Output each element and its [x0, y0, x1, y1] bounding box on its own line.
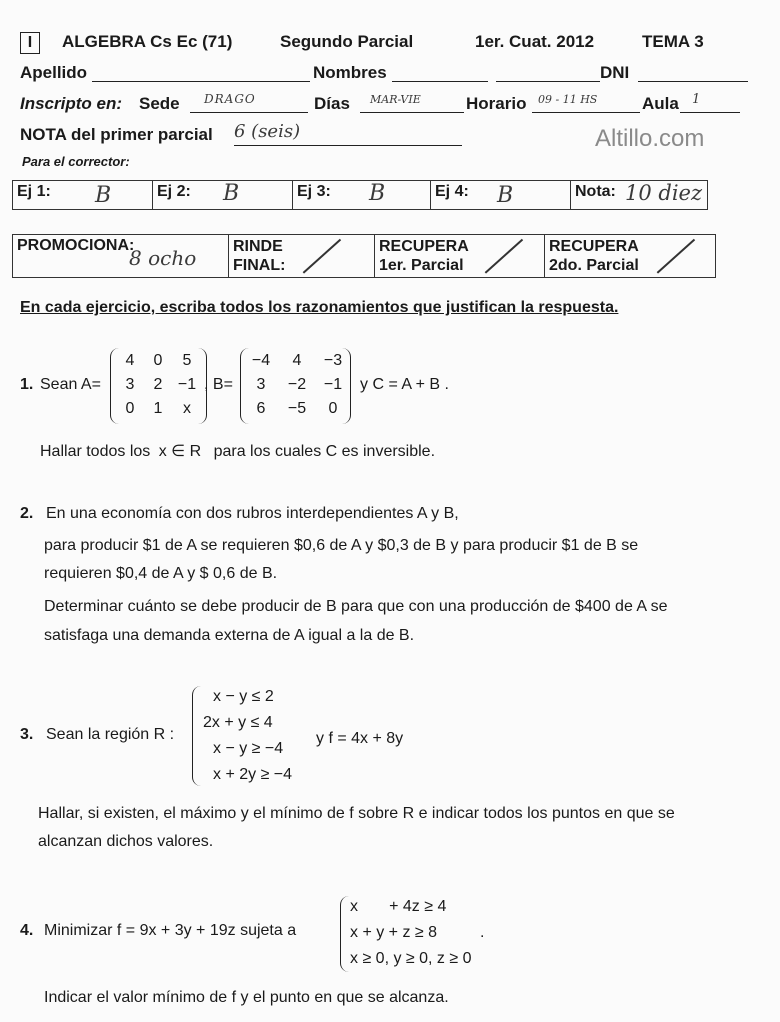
grade-cell-ej3 [293, 181, 431, 209]
dni-label: DNI [600, 63, 630, 82]
promociona-label: PROMOCIONA: [17, 237, 135, 254]
ex4-tail: . [480, 924, 485, 941]
matrix-a-entry: 3 [125, 376, 135, 393]
matrix-a-entry: 5 [182, 352, 192, 369]
exam-name: Segundo Parcial [280, 32, 414, 51]
ej2-label: Ej 2: [157, 183, 191, 200]
ex1-question-set: x ∈ R [158, 443, 202, 460]
nota-label: Nota: [575, 183, 616, 200]
sede-value: DRAGO [204, 92, 256, 106]
horario-label: Horario [466, 94, 527, 113]
ex1-b-label: , B= [204, 376, 233, 393]
promociona-cell [13, 235, 229, 277]
term: 1er. Cuat. 2012 [475, 32, 595, 51]
ex3-func: y f = 4x + 8y [316, 730, 404, 747]
ex3-constraint-2: 2x + y ≤ 4 [203, 714, 273, 731]
ex4-intro: Minimizar f = 9x + 3y + 19z sujeta a [44, 922, 297, 939]
dias-value: MAR-VIE [370, 93, 421, 106]
aula-label: Aula [642, 94, 679, 113]
matrix-a-entry: 0 [125, 400, 135, 417]
ex4-brace [340, 896, 349, 972]
ex2-line5: satisfaga una demanda externa de A igual a la de B. [44, 627, 415, 644]
ex1-number: 1. [20, 376, 34, 393]
grades-table [12, 180, 708, 210]
ex3-constraint-1: x − y ≤ 2 [213, 688, 274, 705]
ej1-value: B [95, 183, 112, 208]
ex1-question [40, 441, 435, 461]
ex3-constraint-3: x − y ≥ −4 [213, 740, 284, 757]
ex2-line4: Determinar cuánto se debe producir de B para que con una producción de $400 de A se [44, 598, 668, 615]
aula-field[interactable] [680, 94, 740, 113]
ex2-number: 2. [20, 505, 34, 522]
matrix-b-entry: 4 [292, 352, 302, 369]
ex3-number: 3. [20, 726, 34, 743]
nombres-field[interactable] [392, 63, 488, 82]
ex1-tail: y C = A + B . [360, 376, 449, 393]
nombres-field-2[interactable] [496, 63, 600, 82]
rinde-label-1: RINDE [233, 238, 283, 255]
grade-cell-ej4 [431, 181, 571, 209]
exercise-4 [0, 890, 780, 1015]
ex4-constraint-3: x ≥ 0, y ≥ 0, z ≥ 0 [350, 950, 472, 967]
nota-value: 10 diez [625, 181, 703, 205]
matrix-b-entry: 3 [256, 376, 266, 393]
inscripto-label: Inscripto en: [20, 94, 123, 113]
ej2-value: B [223, 181, 240, 206]
ej3-value: B [369, 181, 386, 206]
horario-value: 09 - 11 HS [538, 93, 598, 106]
name-row [20, 63, 760, 87]
inscripto-row [20, 94, 760, 118]
recupera1-cell [375, 235, 545, 277]
ex2-line1: En una economía con dos rubros interdependientes A y B, [46, 505, 459, 522]
ex4-constraint-1: x + 4z ≥ 4 [350, 898, 447, 915]
ex4-constraints [350, 894, 472, 972]
apellido-field[interactable] [92, 63, 310, 82]
header-row [20, 32, 760, 56]
recupera2-cell [545, 235, 712, 277]
matrix-a-entry: 1 [153, 400, 163, 417]
matrix-b-entry: −1 [323, 376, 343, 393]
horario-field[interactable] [532, 94, 640, 113]
ex3-question1: Hallar, si existen, el máximo y el mínimo de f sobre R e indicar todos los puntos en que se [38, 805, 675, 822]
course-title: ALGEBRA Cs Ec (71) [62, 32, 233, 51]
nombres-label: Nombres [313, 63, 387, 82]
dias-field[interactable] [360, 94, 464, 113]
rinde-cell [229, 235, 375, 277]
nota-parcial-field[interactable] [234, 121, 462, 146]
matrix-b-entry: 0 [328, 400, 338, 417]
recupera1-label-1: RECUPERA [379, 238, 469, 255]
exercise-1 [0, 340, 780, 470]
sede-field[interactable] [190, 94, 308, 113]
ej4-value: B [497, 183, 514, 208]
watermark: Altillo.com [595, 125, 705, 152]
ex4-number: 4. [20, 922, 34, 939]
rinde-label-2: FINAL: [233, 257, 286, 274]
ex1-question-post: para los cuales C es inversible. [213, 443, 436, 460]
recupera1-label-2: 1er. Parcial [379, 257, 464, 274]
matrix-a [116, 352, 202, 418]
ej4-label: Ej 4: [435, 183, 469, 200]
exercise-2 [0, 500, 780, 650]
instruction: En cada ejercicio, escriba todos los razonamientos que justifican la respuesta. [20, 299, 619, 316]
sede-label: Sede [139, 94, 180, 113]
recupera2-label-1: RECUPERA [549, 238, 639, 255]
corrector-label: Para el corrector: [22, 154, 130, 169]
ex3-constraint-4: x + 2y ≥ −4 [213, 766, 293, 783]
exercise-3 [0, 680, 780, 860]
apellido-label: Apellido [20, 63, 88, 82]
ex3-intro: Sean la región R : [46, 726, 175, 743]
ex3-brace [192, 686, 201, 786]
ex4-question: Indicar el valor mínimo de f y el punto en que se alcanza. [44, 989, 449, 1006]
matrix-a-entry: 4 [125, 352, 135, 369]
promociona-value: 8 ocho [129, 246, 197, 270]
matrix-b-entry: 6 [256, 400, 266, 417]
matrix-b-entry: −5 [287, 400, 307, 417]
matrix-a-entry: −1 [177, 376, 197, 393]
matrix-b [244, 352, 350, 418]
nota-parcial-value: 6 (seis) [234, 121, 301, 142]
matrix-b-entry: −2 [287, 376, 307, 393]
ex1-intro: Sean A= [40, 376, 101, 393]
grade-cell-ej1 [13, 181, 153, 209]
ex2-line3: requieren $0,4 de A y $ 0,6 de B. [44, 565, 278, 582]
grade-cell-ej2 [153, 181, 293, 209]
matrix-b-entry: −3 [323, 352, 343, 369]
ex2-line2: para producir $1 de A se requieren $0,6 de A y $0,3 de B y para producir $1 de B se [44, 537, 639, 554]
numeral-box: I [20, 32, 40, 54]
theme: TEMA 3 [642, 32, 704, 51]
nota-parcial-label: NOTA del primer parcial [20, 125, 213, 144]
dni-field[interactable] [638, 63, 748, 82]
ej3-label: Ej 3: [297, 183, 331, 200]
ex1-question-pre: Hallar todos los [40, 443, 151, 460]
ex3-question2: alcanzan dichos valores. [38, 833, 214, 850]
matrix-b-entry: −4 [251, 352, 271, 369]
matrix-a-entry: x [183, 400, 191, 417]
dias-label: Días [314, 94, 350, 113]
status-table [12, 234, 716, 278]
ex4-constraint-2: x + y + z ≥ 8 [350, 924, 438, 941]
matrix-a-entry: 0 [153, 352, 163, 369]
aula-value: 1 [692, 92, 701, 107]
ex3-constraints [203, 684, 292, 788]
matrix-b-right-paren [342, 348, 351, 424]
ej1-label: Ej 1: [17, 183, 51, 200]
grade-cell-nota [571, 181, 707, 209]
matrix-a-entry: 2 [153, 376, 163, 393]
recupera2-label-2: 2do. Parcial [549, 257, 639, 274]
nota-row [20, 123, 760, 153]
